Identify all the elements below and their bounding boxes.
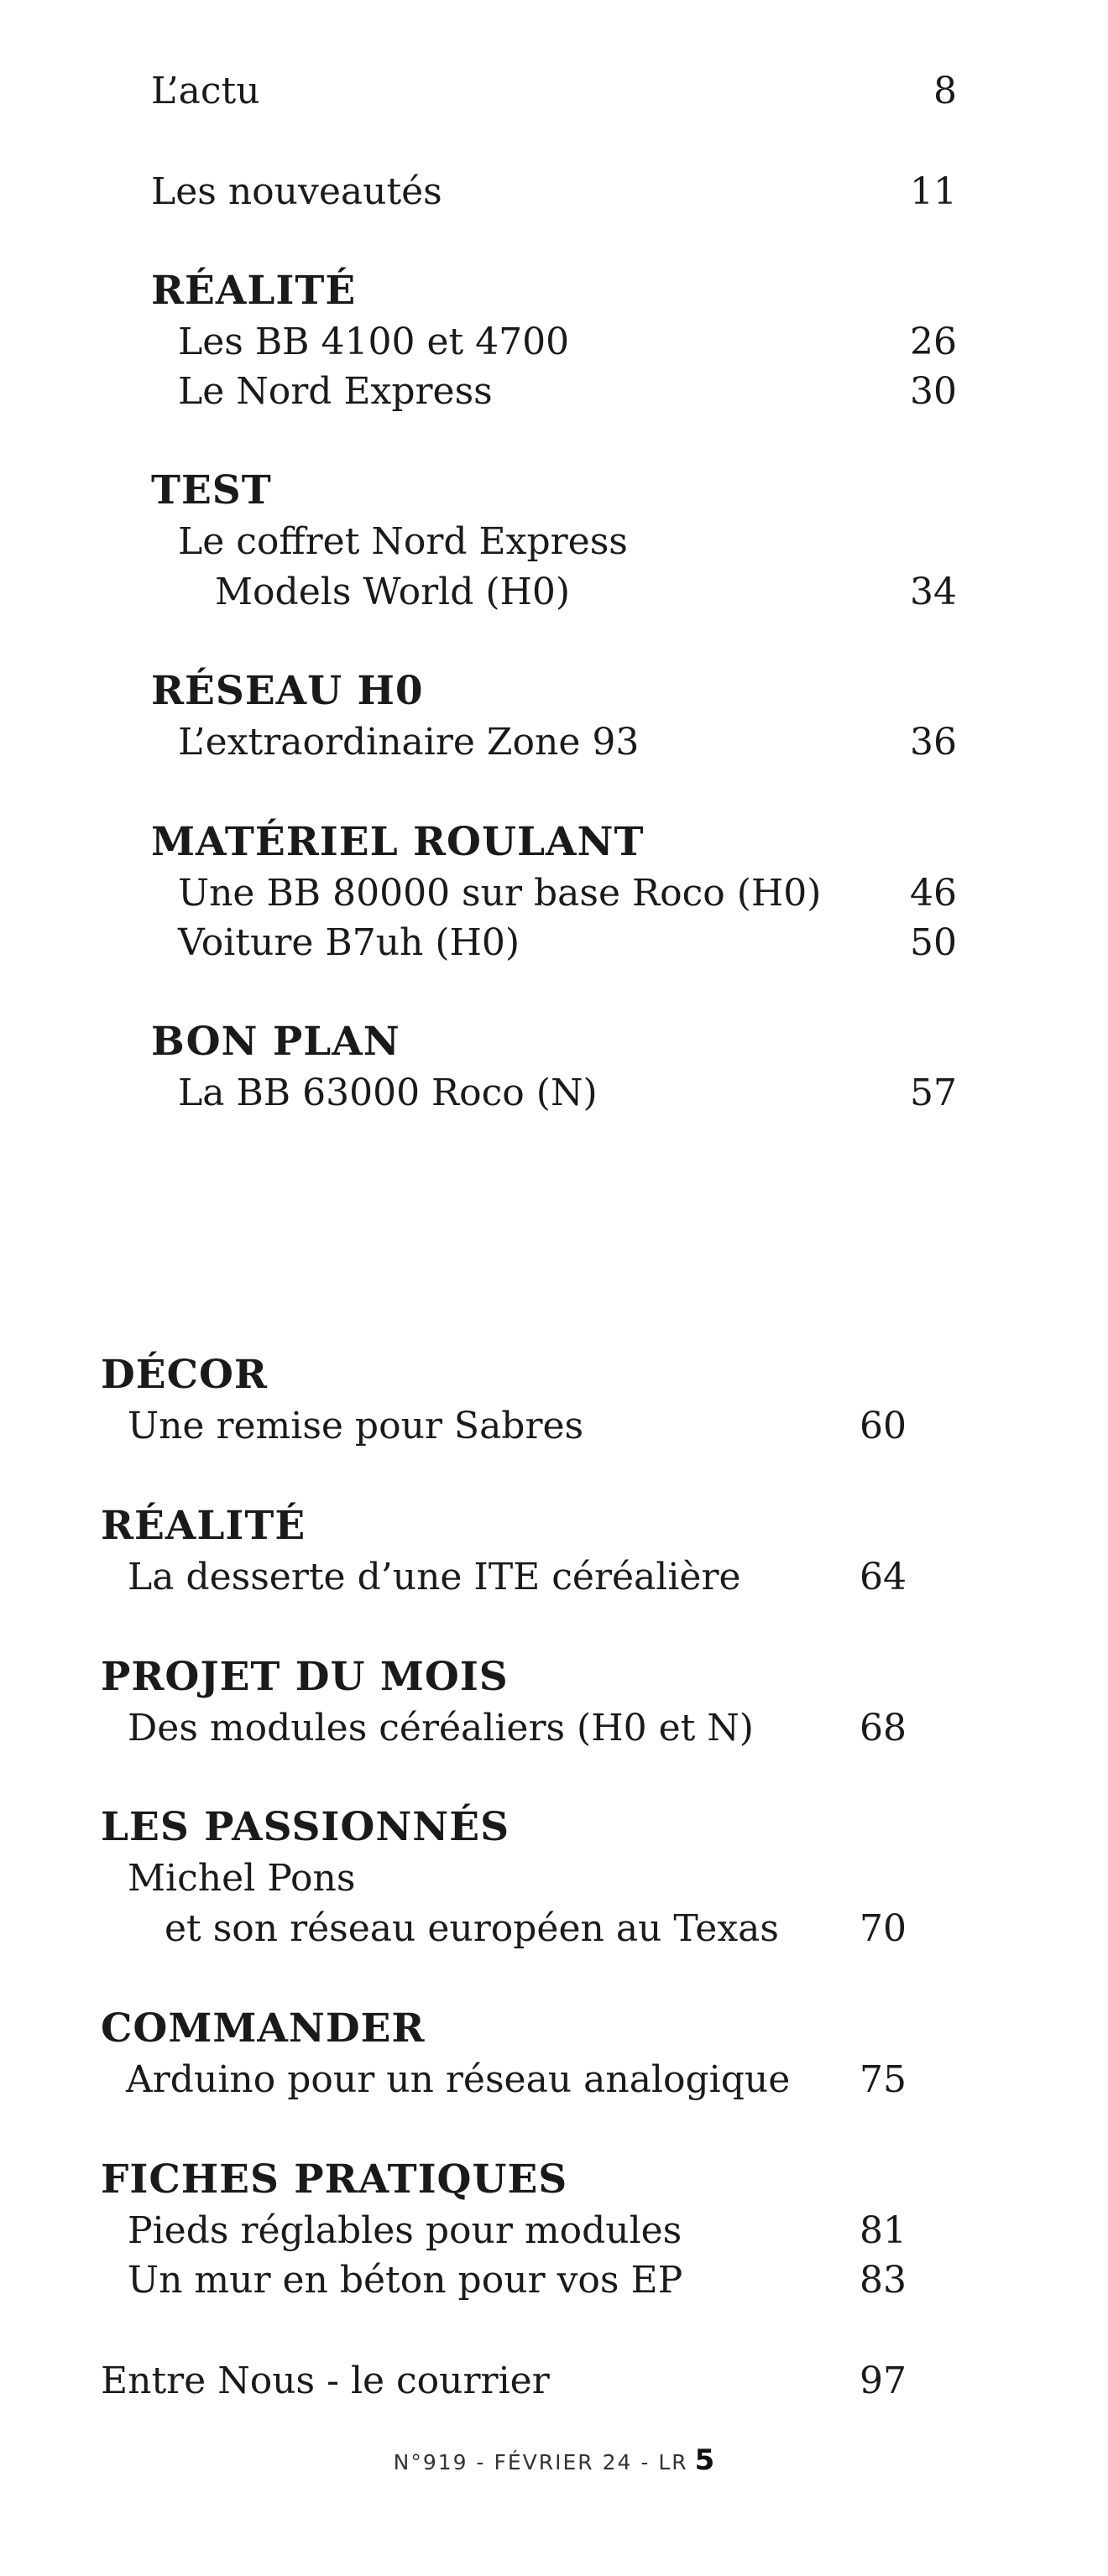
section-heading-passionnes: LES PASSIONNÉS bbox=[101, 1804, 510, 1850]
toc-entry-title: Le Nord Express bbox=[178, 370, 493, 413]
toc-entry-title: Michel Pons bbox=[128, 1857, 356, 1900]
toc-entry-title: L’extraordinaire Zone 93 bbox=[178, 721, 640, 764]
section-heading-realite: RÉALITÉ bbox=[151, 268, 357, 314]
toc-entry-page: 57 bbox=[910, 1072, 957, 1114]
toc-entry-page: 70 bbox=[860, 1907, 907, 1950]
toc-entry-title: La desserte d’une ITE céréalière bbox=[128, 1556, 741, 1598]
section-heading-fiches: FICHES PRATIQUES bbox=[101, 2156, 568, 2203]
toc-entry-page: 46 bbox=[910, 872, 957, 915]
section-heading-decor: DÉCOR bbox=[101, 1352, 268, 1398]
toc-entry-page: 36 bbox=[910, 721, 957, 764]
toc-entry-page: 50 bbox=[910, 921, 957, 964]
section-heading-realite-2: RÉALITÉ bbox=[101, 1503, 306, 1549]
toc-entry-page: 26 bbox=[910, 321, 957, 363]
toc-entry-title: Arduino pour un réseau analogique bbox=[126, 2058, 791, 2101]
section-heading-reseau: RÉSEAU H0 bbox=[151, 668, 424, 714]
section-heading-materiel: MATÉRIEL ROULANT bbox=[151, 819, 645, 865]
toc-entry-title: Entre Nous - le courrier bbox=[101, 2360, 550, 2402]
toc-entry-title: L’actu bbox=[151, 70, 260, 112]
toc-entry-title: Un mur en béton pour vos EP bbox=[128, 2259, 683, 2302]
issue-info: N°919 - FÉVRIER 24 - LR bbox=[393, 2450, 688, 2474]
toc-entry-title: Les nouveautés bbox=[151, 170, 442, 213]
toc-entry-title-continued: et son réseau européen au Texas bbox=[165, 1907, 779, 1950]
toc-entry-title: La BB 63000 Roco (N) bbox=[178, 1072, 598, 1114]
section-heading-projet: PROJET DU MOIS bbox=[101, 1654, 509, 1700]
toc-entry-page: 81 bbox=[860, 2209, 907, 2252]
toc-entry-page: 68 bbox=[860, 1707, 907, 1749]
toc-entry-title: Des modules céréaliers (H0 et N) bbox=[128, 1707, 754, 1749]
toc-entry-page: 97 bbox=[860, 2360, 907, 2402]
toc-entry-title: Voiture B7uh (H0) bbox=[178, 921, 520, 964]
toc-entry-page: 8 bbox=[933, 70, 957, 112]
toc-entry-title: Le coffret Nord Express bbox=[178, 520, 628, 563]
section-heading-test: TEST bbox=[151, 467, 272, 514]
section-heading-bonplan: BON PLAN bbox=[151, 1019, 400, 1065]
toc-entry-page: 64 bbox=[860, 1556, 907, 1598]
section-heading-commander: COMMANDER bbox=[101, 2005, 426, 2052]
toc-entry-title: Pieds réglables pour modules bbox=[128, 2209, 682, 2252]
toc-entry-title: Les BB 4100 et 4700 bbox=[178, 321, 570, 363]
toc-entry-page: 75 bbox=[860, 2058, 907, 2101]
page-footer bbox=[0, 2443, 1108, 2477]
toc-entry-page: 11 bbox=[910, 170, 957, 213]
toc-entry-page: 60 bbox=[860, 1405, 907, 1447]
toc-entry-page: 34 bbox=[910, 571, 957, 613]
toc-entry-title-continued: Models World (H0) bbox=[215, 571, 571, 613]
page-number: 5 bbox=[694, 2443, 715, 2477]
toc-entry-title: Une remise pour Sabres bbox=[128, 1405, 584, 1447]
toc-entry-page: 30 bbox=[910, 370, 957, 413]
toc-entry-title: Une BB 80000 sur base Roco (H0) bbox=[178, 872, 822, 915]
toc-entry-page: 83 bbox=[860, 2259, 907, 2302]
